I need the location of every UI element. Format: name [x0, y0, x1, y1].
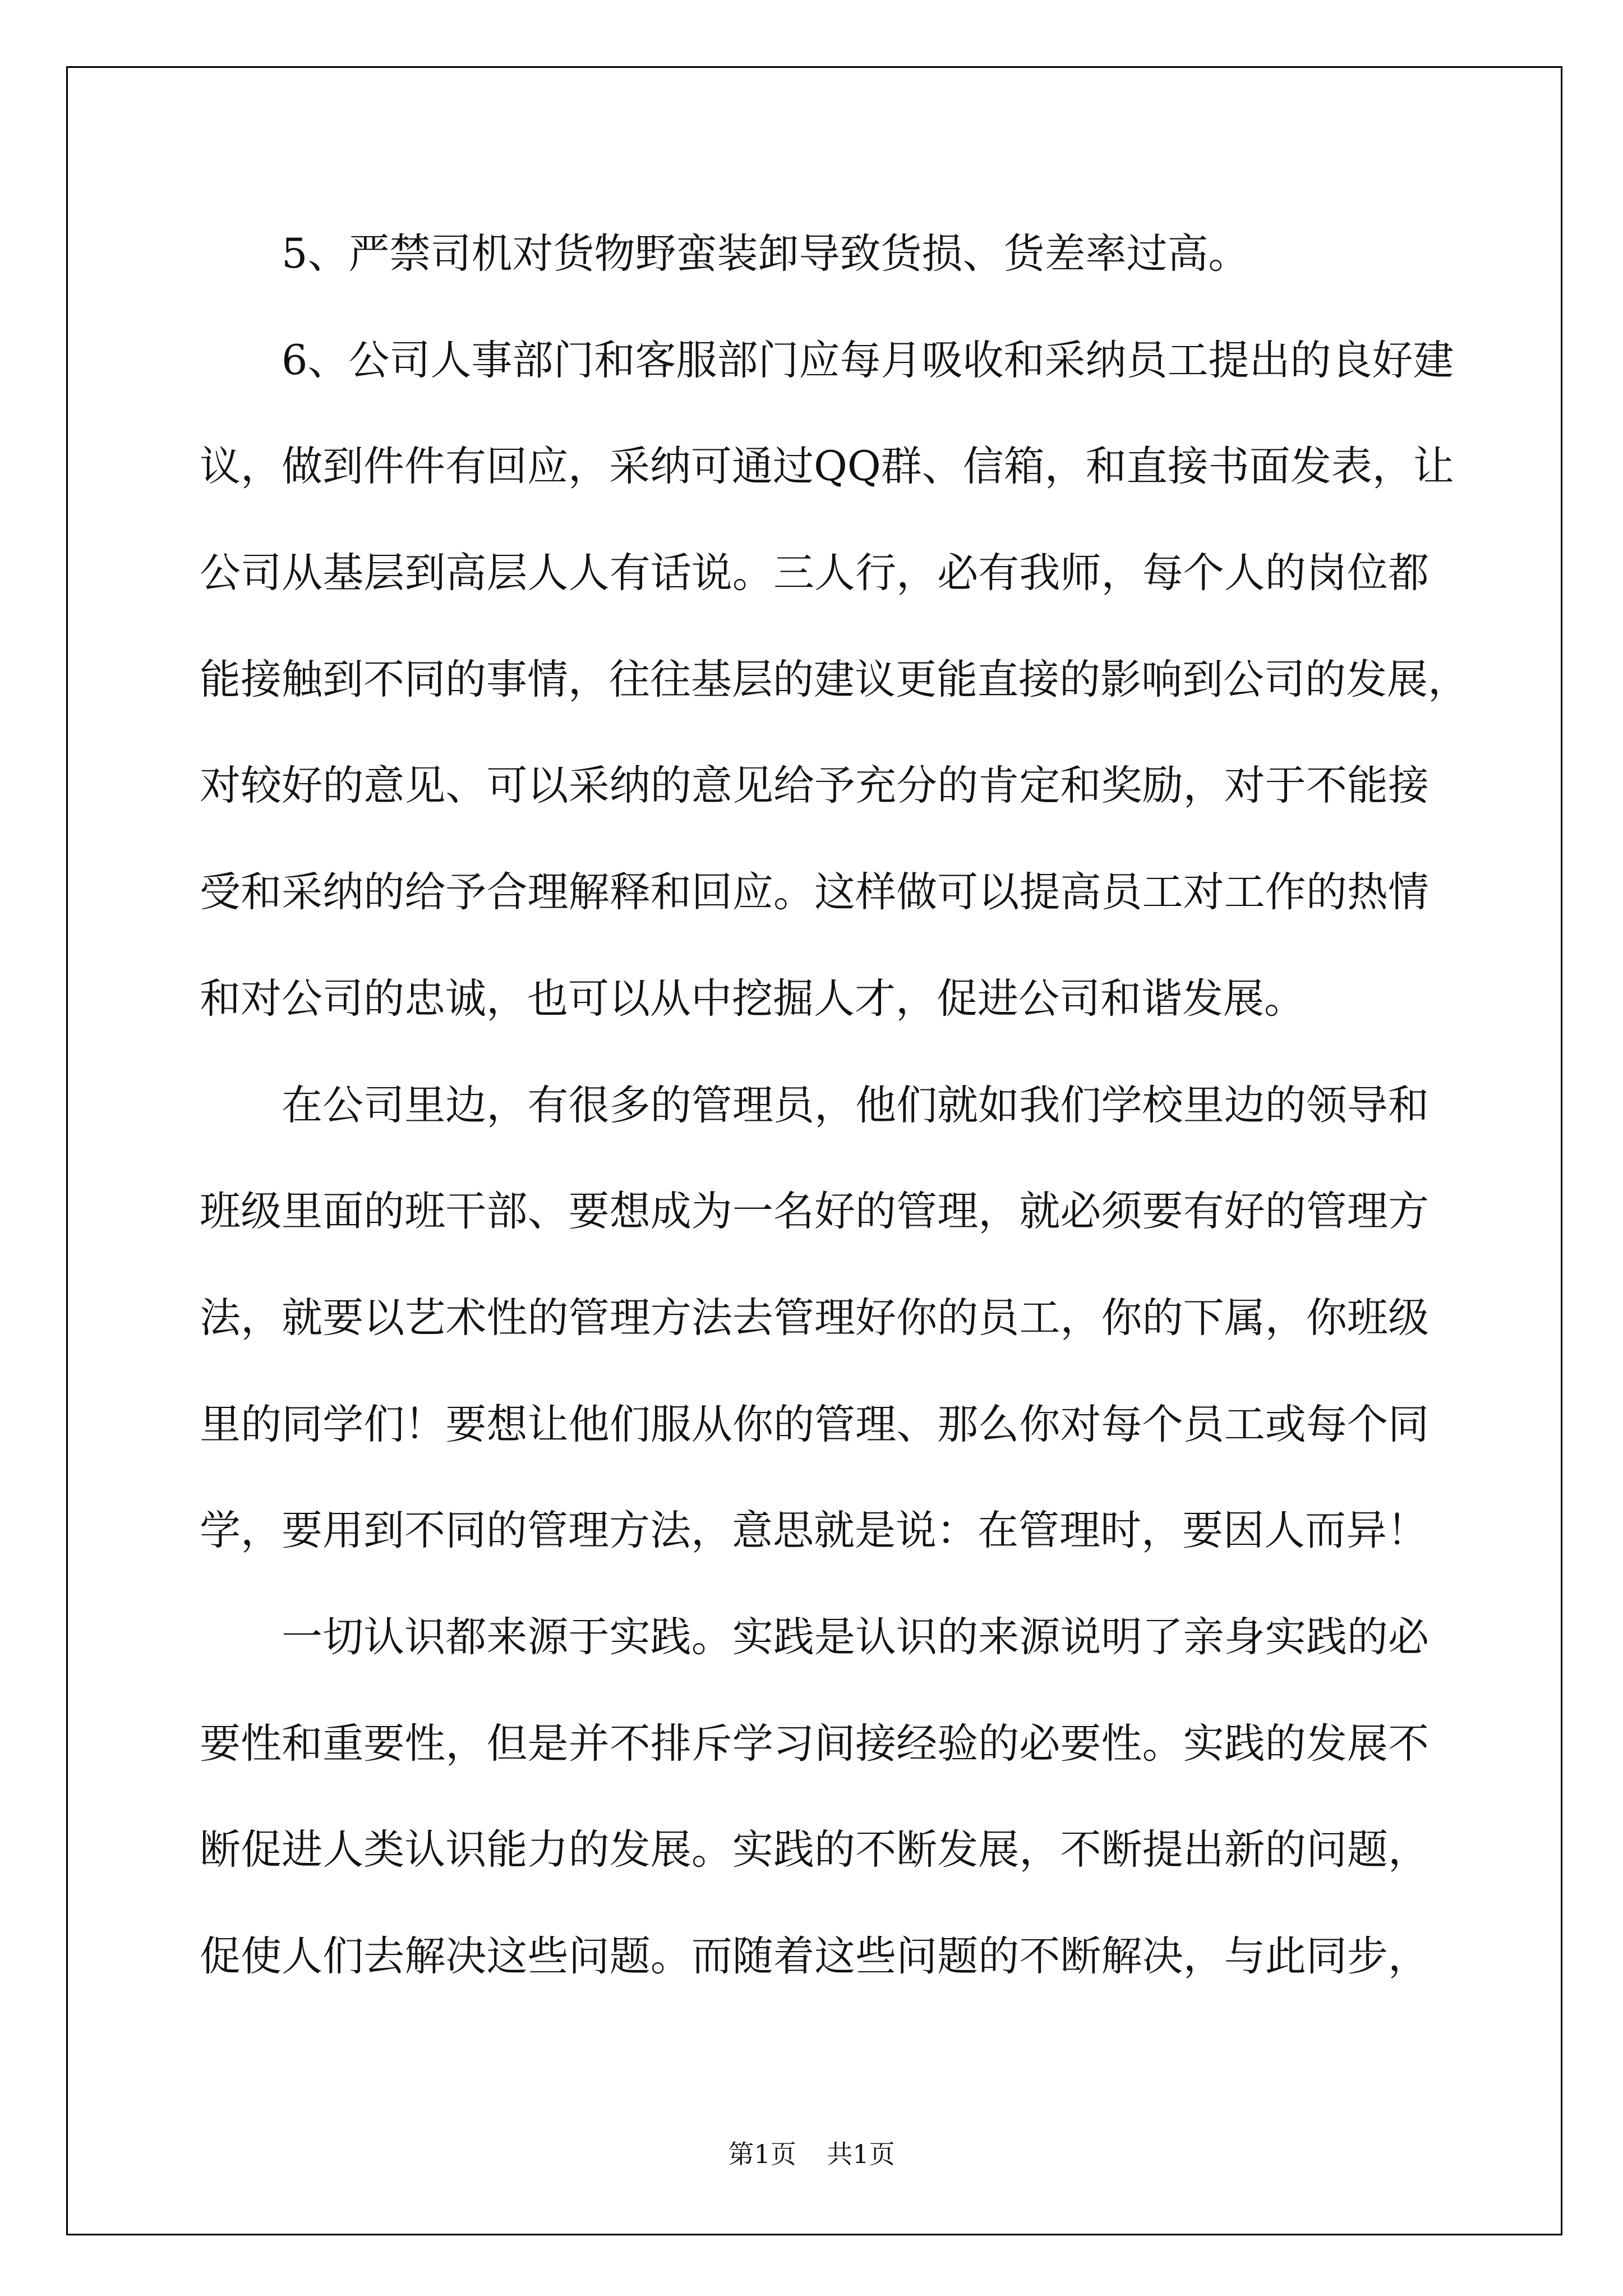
text-line: 学，要用到不同的管理方法，意思就是说：在管理时，要因人而异！ [200, 1507, 1428, 1555]
text-line: 6、公司人事部门和客服部门应每月吸收和采纳员工提出的良好建 [282, 336, 1454, 384]
text-line: 和对公司的忠诚，也可以从中挖掘人才，促进公司和谐发展。 [200, 974, 1305, 1023]
text-line: 要性和重要性，但是并不排斥学习间接经验的必要性。实践的发展不 [200, 1719, 1429, 1768]
text-line: 能接触到不同的事情，往往基层的建议更能直接的影响到公司的发展， [200, 655, 1469, 703]
text-line: 在公司里边，有很多的管理员，他们就如我们学校里边的领导和 [282, 1081, 1429, 1129]
text-line: 受和采纳的给予合理解释和回应。这样做可以提高员工对工作的热情 [200, 868, 1429, 917]
text-line: 对较好的意见、可以采纳的意见给予充分的肯定和奖励，对于不能接 [200, 762, 1429, 810]
text-line: 公司从基层到高层人人有话说。三人行，必有我师，每个人的岗位都 [200, 549, 1429, 597]
text-line: 一切认识都来源于实践。实践是认识的来源说明了亲身实践的必 [282, 1613, 1429, 1661]
body-text [200, 201, 1469, 2010]
text-line: 断促进人类认识能力的发展。实践的不断发展，不断提出新的问题， [200, 1826, 1429, 1874]
text-line: 5、严禁司机对货物野蛮装卸导致货损、货差率过高。 [282, 230, 1249, 278]
text-line: 议，做到件件有回应，采纳可通过QQ群、信箱，和直接书面发表，让 [200, 443, 1454, 491]
text-line: 法，就要以艺术性的管理方法去管理好你的员工，你的下属，你班级 [200, 1294, 1429, 1342]
text-line: 里的同学们！要想让他们服从你的管理、那么你对每个员工或每个同 [200, 1400, 1429, 1448]
paragraph [200, 1052, 1429, 1584]
paragraph [200, 307, 1469, 1052]
paragraph [200, 1584, 1429, 2010]
text-line: 班级里面的班干部、要想成为一名好的管理，就必须要有好的管理方 [200, 1188, 1429, 1236]
paragraph [200, 201, 1429, 307]
page-footer: 第1页 共1页 [728, 2139, 895, 2169]
text-line: 促使人们去解决这些问题。而随着这些问题的不断解决，与此同步， [200, 1932, 1429, 1980]
